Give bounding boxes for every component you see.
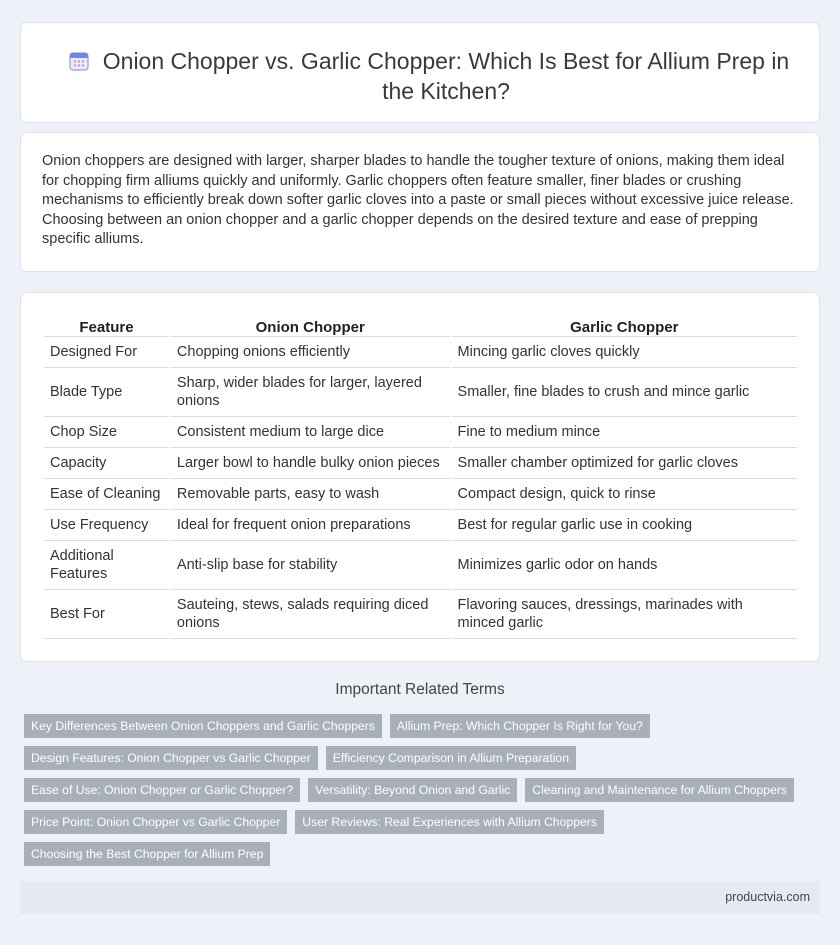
onion-cell: Sharp, wider blades for larger, layered onions	[171, 368, 450, 417]
garlic-cell: Compact design, quick to rinse	[452, 479, 797, 510]
feature-cell: Ease of Cleaning	[44, 479, 169, 510]
feature-cell: Additional Features	[44, 541, 169, 590]
feature-cell: Designed For	[44, 337, 169, 368]
feature-cell: Use Frequency	[44, 510, 169, 541]
onion-cell: Larger bowl to handle bulky onion pieces	[171, 448, 450, 479]
garlic-cell: Flavoring sauces, dressings, marinades with minced garlic	[452, 590, 797, 639]
garlic-cell: Smaller chamber optimized for garlic cloves	[452, 448, 797, 479]
related-term-link[interactable]: Ease of Use: Onion Chopper or Garlic Chopper?	[24, 778, 300, 802]
footer	[20, 881, 820, 914]
table-row	[44, 541, 797, 590]
feature-cell: Capacity	[44, 448, 169, 479]
comparison-table	[42, 315, 799, 639]
related-term-link[interactable]: Price Point: Onion Chopper vs Garlic Chopper	[24, 810, 287, 834]
onion-cell: Anti-slip base for stability	[171, 541, 450, 590]
related-terms-heading: Important Related Terms	[335, 681, 505, 698]
onion-cell: Removable parts, easy to wash	[171, 479, 450, 510]
intro-card	[20, 132, 820, 272]
related-term-link[interactable]: Key Differences Between Onion Choppers and Garlic Choppers	[24, 714, 382, 738]
table-row	[44, 590, 797, 639]
table-row	[44, 510, 797, 541]
garlic-cell: Mincing garlic cloves quickly	[452, 337, 797, 368]
related-term-link[interactable]: Choosing the Best Chopper for Allium Prep	[24, 842, 270, 866]
title-card	[20, 22, 820, 123]
table-row	[44, 448, 797, 479]
garlic-cell: Smaller, fine blades to crush and mince garlic	[452, 368, 797, 417]
header-onion-chopper: Onion Chopper	[171, 315, 450, 337]
feature-cell: Blade Type	[44, 368, 169, 417]
table-row	[44, 337, 797, 368]
garlic-cell: Best for regular garlic use in cooking	[452, 510, 797, 541]
related-term-link[interactable]: Versatility: Beyond Onion and Garlic	[308, 778, 517, 802]
related-term-link[interactable]: User Reviews: Real Experiences with Allium Choppers	[295, 810, 604, 834]
header-feature: Feature	[44, 315, 169, 337]
table-header-row	[44, 315, 797, 337]
calendar-icon	[68, 50, 90, 72]
table-row	[44, 479, 797, 510]
onion-cell: Sauteing, stews, salads requiring diced onions	[171, 590, 450, 639]
intro-paragraph: Onion choppers are designed with larger, sharper blades to handle the tougher texture of onions, making them ideal for chopping firm alliums quickly and uniformly. Garlic choppers often feature smaller, finer blades or crushing mechanisms to efficiently break down softer garlic cloves into a paste or small pieces without excessive juice release. Choosing between an onion chopper and a garlic chopper depends on the desired texture and ease of prepping specific alliums.	[42, 153, 794, 247]
footer-site-link[interactable]: productvia.com	[725, 890, 810, 904]
feature-cell: Chop Size	[44, 417, 169, 448]
comparison-card	[20, 292, 820, 662]
header-garlic-chopper: Garlic Chopper	[452, 315, 797, 337]
related-term-link[interactable]: Allium Prep: Which Chopper Is Right for You?	[390, 714, 650, 738]
related-terms-list	[24, 714, 804, 874]
garlic-cell: Minimizes garlic odor on hands	[452, 541, 797, 590]
onion-cell: Consistent medium to large dice	[171, 417, 450, 448]
feature-cell: Best For	[44, 590, 169, 639]
onion-cell: Ideal for frequent onion preparations	[171, 510, 450, 541]
table-row	[44, 417, 797, 448]
related-term-link[interactable]: Design Features: Onion Chopper vs Garlic Chopper	[24, 746, 318, 770]
table-row	[44, 368, 797, 417]
garlic-cell: Fine to medium mince	[452, 417, 797, 448]
related-term-link[interactable]: Cleaning and Maintenance for Allium Choppers	[525, 778, 794, 802]
onion-cell: Chopping onions efficiently	[171, 337, 450, 368]
related-term-link[interactable]: Efficiency Comparison in Allium Preparation	[326, 746, 576, 770]
page-title: Onion Chopper vs. Garlic Chopper: Which Is Best for Allium Prep in the Kitchen?	[102, 48, 790, 104]
